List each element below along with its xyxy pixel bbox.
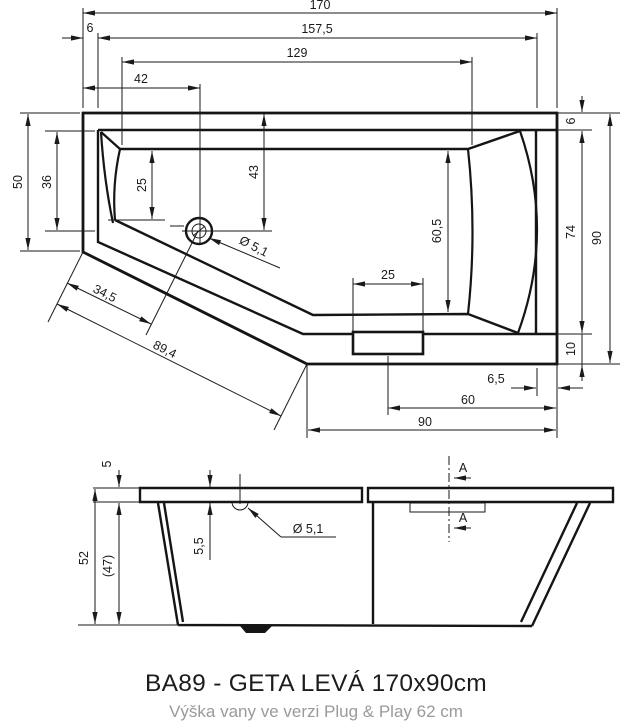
label-top-to-drain: 43 [247,165,261,179]
basin-outline [115,131,520,333]
label-basin-length: 129 [286,46,308,60]
waste-fitting [240,626,272,633]
label-inner-height-side: (47) [101,554,115,578]
label-basin-height-right: 60,5 [430,218,444,244]
label-right-total-height: 90 [590,231,604,245]
label-drain-diameter: Ø 5,1 [237,233,271,260]
label-overflow-center-to-edge: 60 [461,393,475,407]
label-bottom-edge-width: 90 [418,415,432,429]
label-inner-width: 157,5 [301,22,333,36]
side-extension-lines [78,474,240,625]
label-rim-bottom-height: 10 [564,342,578,356]
overflow-box-side [410,503,485,512]
title-block [145,670,487,721]
drawing-title: BA89 - GETA LEVÁ 170x90cm [144,670,488,697]
tub-body [158,502,590,626]
plan-extension-lines [20,8,620,438]
label-diag-to-drain: 34,5 [90,281,119,306]
label-left-basin-width: 25 [135,178,149,192]
tub-rim-inner-lines [98,130,557,334]
label-drain-diameter-side: Ø 5,1 [292,522,324,536]
label-left-edge-height: 50 [11,175,25,189]
overflow-box [353,332,423,354]
label-total-height-side: 52 [77,551,91,565]
dim-line-diag-length [57,304,281,416]
side-dimension-labels [77,460,468,577]
plan-view [11,0,620,438]
left-headrest [101,132,120,223]
label-section-a-bottom: A [458,511,468,525]
label-total-width: 170 [309,0,331,12]
label-drain-drop: 5,5 [192,537,206,555]
label-drain-from-left: 42 [134,72,148,86]
side-view [77,456,613,633]
label-rim-thickness: 5 [100,460,114,468]
plan-dimension-lines [28,13,610,430]
drain-leader-side [248,508,281,537]
label-rim-offset-right: 6 [564,117,578,125]
label-right-inner-height: 74 [564,225,578,239]
label-rim-offset-left: 6 [86,21,94,35]
label-section-a-top: A [458,461,468,475]
right-headrest [468,131,537,333]
drawing-subtitle: Výška vany ve verzi Plug & Play 62 cm [169,702,463,721]
label-left-rim-to-drain: 36 [40,175,54,189]
rim-slab [140,488,613,502]
label-overflow-width: 25 [381,268,395,282]
label-diag-length: 89,4 [150,337,179,362]
side-dimension-lines [95,470,471,624]
label-overflow-to-edge: 6,5 [487,372,505,386]
